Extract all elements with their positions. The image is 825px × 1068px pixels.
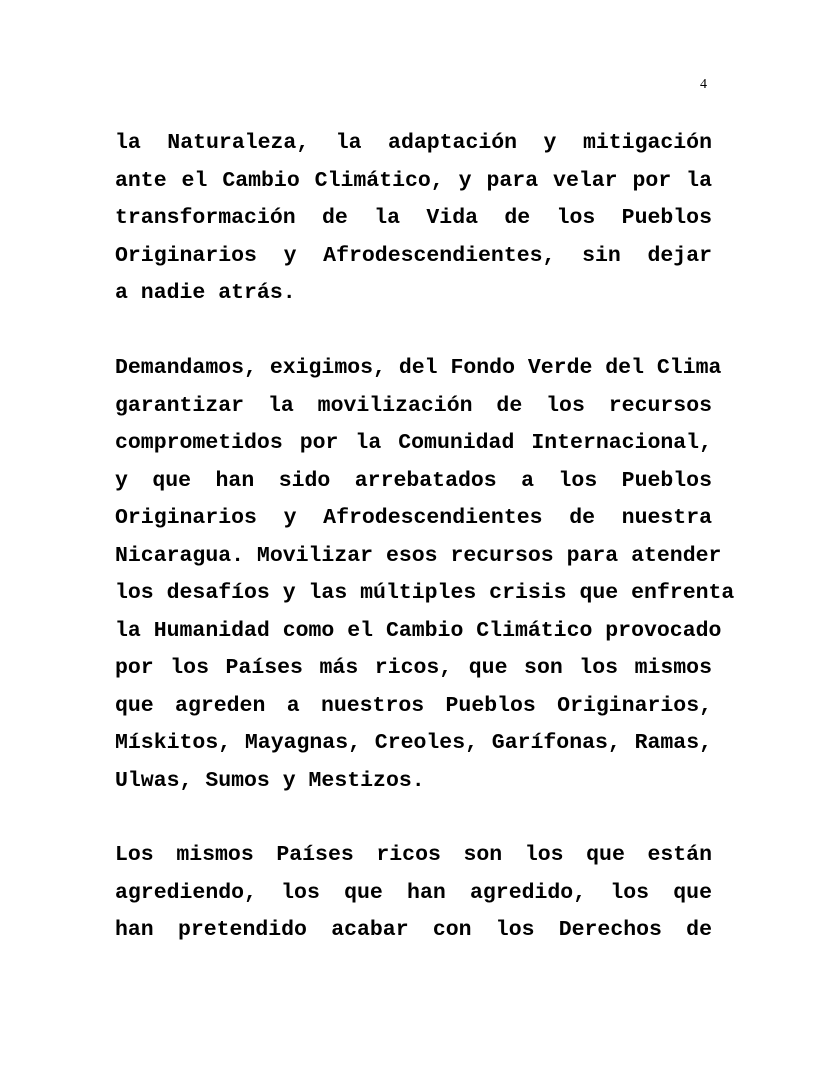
text-line: Los mismos Países ricos son los que están: [115, 843, 712, 867]
text-line: y que han sido arrebatados a los Pueblos: [115, 468, 712, 493]
text-line: Nicaragua. Movilizar esos recursos para atender: [115, 543, 722, 568]
text-line: garantizar la movilización de los recursos: [115, 393, 712, 418]
text-line: comprometidos por la Comunidad Internacional,: [115, 431, 712, 455]
text-line: la Naturaleza, la adaptación y mitigación: [115, 131, 712, 155]
text-line: Originarios y Afrodescendientes, sin dejar: [115, 243, 712, 268]
paragraph-2: [115, 350, 735, 800]
page-number: 4: [700, 77, 707, 92]
paragraph-1: [115, 125, 712, 313]
paragraph-3: [115, 837, 712, 950]
text-line: por los Países más ricos, que son los mismos: [115, 656, 712, 680]
text-line: Originarios y Afrodescendientes de nuestra: [115, 506, 712, 530]
text-line: transformación de la Vida de los Pueblos: [115, 206, 712, 230]
text-line: Ulwas, Sumos y Mestizos.: [115, 768, 425, 793]
text-line: que agreden a nuestros Pueblos Originarios,: [115, 693, 712, 718]
text-line: Demandamos, exigimos, del Fondo Verde del Clima: [115, 356, 722, 380]
text-line: ante el Cambio Climático, y para velar por la: [115, 168, 712, 193]
text-line: la Humanidad como el Cambio Climático provocado: [115, 618, 722, 643]
text-line: han pretendido acabar con los Derechos de: [115, 918, 712, 942]
text-line: Mískitos, Mayagnas, Creoles, Garífonas, Ramas,: [115, 731, 712, 755]
text-line: los desafíos y las múltiples crisis que enfrenta: [115, 581, 735, 605]
text-line: a nadie atrás.: [115, 281, 296, 305]
text-line: agrediendo, los que han agredido, los que: [115, 880, 712, 905]
